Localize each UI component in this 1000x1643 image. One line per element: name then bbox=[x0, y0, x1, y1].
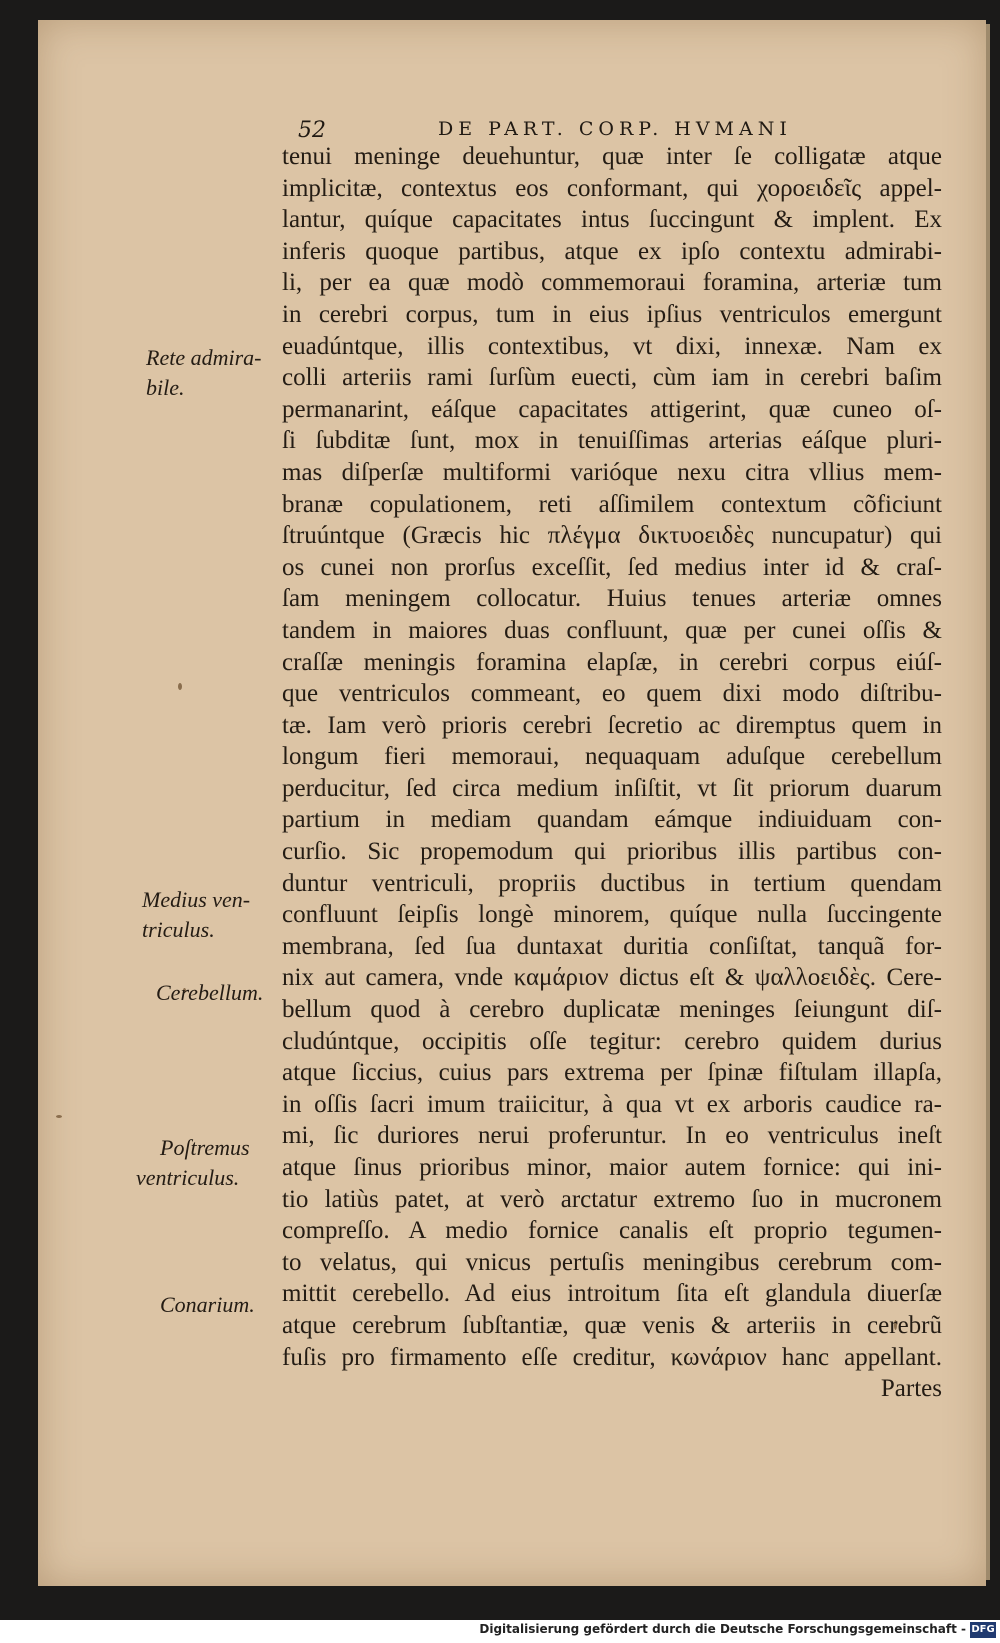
text-line: mi, ſic duriores nerui proferuntur. In eo ventriculus ineſt bbox=[282, 1122, 942, 1150]
text-line: in oſſis ſacri imum traiicitur, à qua vt ex arboris caudice ra- bbox=[282, 1090, 942, 1118]
text-line: tio latiùs patet, at verò arctatur extremo ſuo in mucronem bbox=[282, 1185, 942, 1213]
paper-stain bbox=[178, 683, 182, 690]
text-line: duntur ventriculi, propriis ductibus in tertium quendam bbox=[282, 869, 942, 897]
scan-border-top bbox=[0, 0, 1000, 20]
text-line: compreſſo. A medio fornice canalis eſt proprio tegumen- bbox=[282, 1217, 942, 1245]
running-head: DE PART. CORP. HVMANI bbox=[438, 118, 792, 140]
text-line: nix aut camera, vnde καμάριον dictus eſt & ψαλλοειδὲς. Cere- bbox=[282, 964, 942, 992]
text-line: fuſis pro firmamento eſſe creditur, κωνάριον hanc appellant. bbox=[282, 1343, 942, 1371]
text-line: cludúntque, occipitis oſſe tegitur: cerebro quidem durius bbox=[282, 1027, 942, 1055]
text-line: inferis quoque partibus, atque ex ipſo contextu admirabi- bbox=[282, 237, 942, 265]
text-line: ſi ſubditæ ſunt, mox in tenuiſſimas arterias eáſque pluri- bbox=[282, 427, 942, 455]
margin-note-line: triculus. bbox=[142, 917, 215, 942]
text-line: confluunt ſeipſis longè minorem, quíque nulla ſuccingente bbox=[282, 901, 942, 929]
margin-note-line: Rete admira- bbox=[146, 345, 262, 370]
text-line: que ventriculos commeant, eo quem dixi modo diſtribu- bbox=[282, 680, 942, 708]
text-line: li, per ea quæ modò commemoraui foramina, arteriæ tum bbox=[282, 269, 942, 297]
page-number: 52 bbox=[298, 118, 326, 143]
scan-border-left bbox=[0, 0, 38, 1620]
margin-note-conarium bbox=[160, 1290, 255, 1320]
text-line: mittit cerebello. Ad eius introitum ſita eſt glandula diuerſæ bbox=[282, 1280, 942, 1308]
text-line: tenui meninge deuehuntur, quæ inter ſe colligatæ atque bbox=[282, 143, 942, 170]
text-line: mas diſperſæ multiformi varióque nexu citra vllius mem- bbox=[282, 458, 942, 486]
text-line: implicitæ, contextus eos conformant, qui χοροειδεῖς appel- bbox=[282, 174, 942, 202]
text-line: permanarint, eáſque capacitates attigerint, quæ cuneo oſ- bbox=[282, 395, 942, 423]
footer-credit: Digitalisierung gefördert durch die Deutsche Forschungsgemeinschaft - bbox=[479, 1622, 966, 1636]
text-line: os cunei non prorſus exceſſit, ſed medius inter id & craſ- bbox=[282, 553, 942, 581]
text-line: longum fieri memoraui, nequaquam aduſque cerebellum bbox=[282, 743, 942, 771]
margin-note-medius-ventriculus bbox=[142, 885, 250, 945]
text-line: atque ſinus prioribus minor, maior autem fornice: qui ini- bbox=[282, 1154, 942, 1181]
margin-note-line: ventriculus. bbox=[136, 1165, 240, 1190]
text-line: branæ copulationem, reti aſſimilem contextum cõficiunt bbox=[282, 490, 942, 518]
text-line: colli arteriis rami ſurſùm euecti, cùm iam in cerebri baſim bbox=[282, 364, 942, 392]
margin-note-rete-admirabile bbox=[146, 343, 261, 403]
text-line: membrana, ſed ſua duntaxat duritia conſiſtat, tanquã for- bbox=[282, 932, 942, 960]
text-line: to velatus, qui vnicus pertuſis meningibus cerebrum com- bbox=[282, 1248, 942, 1276]
text-line: craſſæ meningis foramina elapſæ, in cerebri corpus eiúſ- bbox=[282, 648, 942, 676]
margin-note-cerebellum bbox=[156, 978, 263, 1008]
text-line: tæ. Iam verò prioris cerebri ſecretio ac diremptus quem in bbox=[282, 711, 942, 739]
text-line: atque ſiccius, cuius pars extrema per ſpinæ fiſtulam illapſa, bbox=[282, 1059, 942, 1087]
margin-note-line: Poſtremus bbox=[160, 1135, 250, 1160]
text-line: curſio. Sic propemodum qui prioribus illis partibus con- bbox=[282, 838, 942, 866]
paper-stain bbox=[56, 1115, 62, 1118]
footer-bar bbox=[0, 1620, 1000, 1643]
dfg-logo: DFG bbox=[970, 1622, 996, 1638]
margin-note-postremus-ventriculus bbox=[136, 1133, 250, 1193]
margin-note-line: Cerebellum. bbox=[156, 980, 264, 1005]
main-text bbox=[282, 141, 942, 1405]
page-edge bbox=[986, 24, 990, 1580]
catchword: Partes bbox=[880, 1375, 942, 1403]
text-line: partium in mediam quandam eámque indiuiduam con- bbox=[282, 806, 942, 834]
text-line: in cerebri corpus, tum in eius ipſius ventriculos emergunt bbox=[282, 300, 942, 328]
text-line: bellum quod à cerebro duplicatæ meninges ſeiungunt diſ- bbox=[282, 996, 942, 1024]
text-line: ſtruúntque (Græcis hic πλέγμα δικτυοειδὲς nuncupatur) qui bbox=[282, 522, 942, 550]
text-line: euadúntque, illis contextibus, vt dixi, innexæ. Nam ex bbox=[282, 332, 942, 360]
margin-note-line: bile. bbox=[146, 375, 185, 400]
text-line: ſam meningem collocatur. Huius tenues arteriæ omnes bbox=[282, 585, 942, 613]
scan-border-bottom bbox=[0, 1586, 1000, 1620]
text-line: lantur, quíque capacitates intus ſuccingunt & implent. Ex bbox=[282, 206, 942, 234]
text-line: tandem in maiores duas confluunt, quæ per cunei oſſis & bbox=[282, 616, 942, 644]
margin-note-line: Conarium. bbox=[160, 1292, 255, 1317]
margin-note-line: Medius ven- bbox=[142, 887, 251, 912]
text-line: perducitur, ſed circa medium inſiſtit, vt ſit priorum duarum bbox=[282, 774, 942, 802]
text-line: atque cerebrum ſubſtantiæ, quæ venis & arteriis in cerebrũ bbox=[282, 1311, 942, 1339]
